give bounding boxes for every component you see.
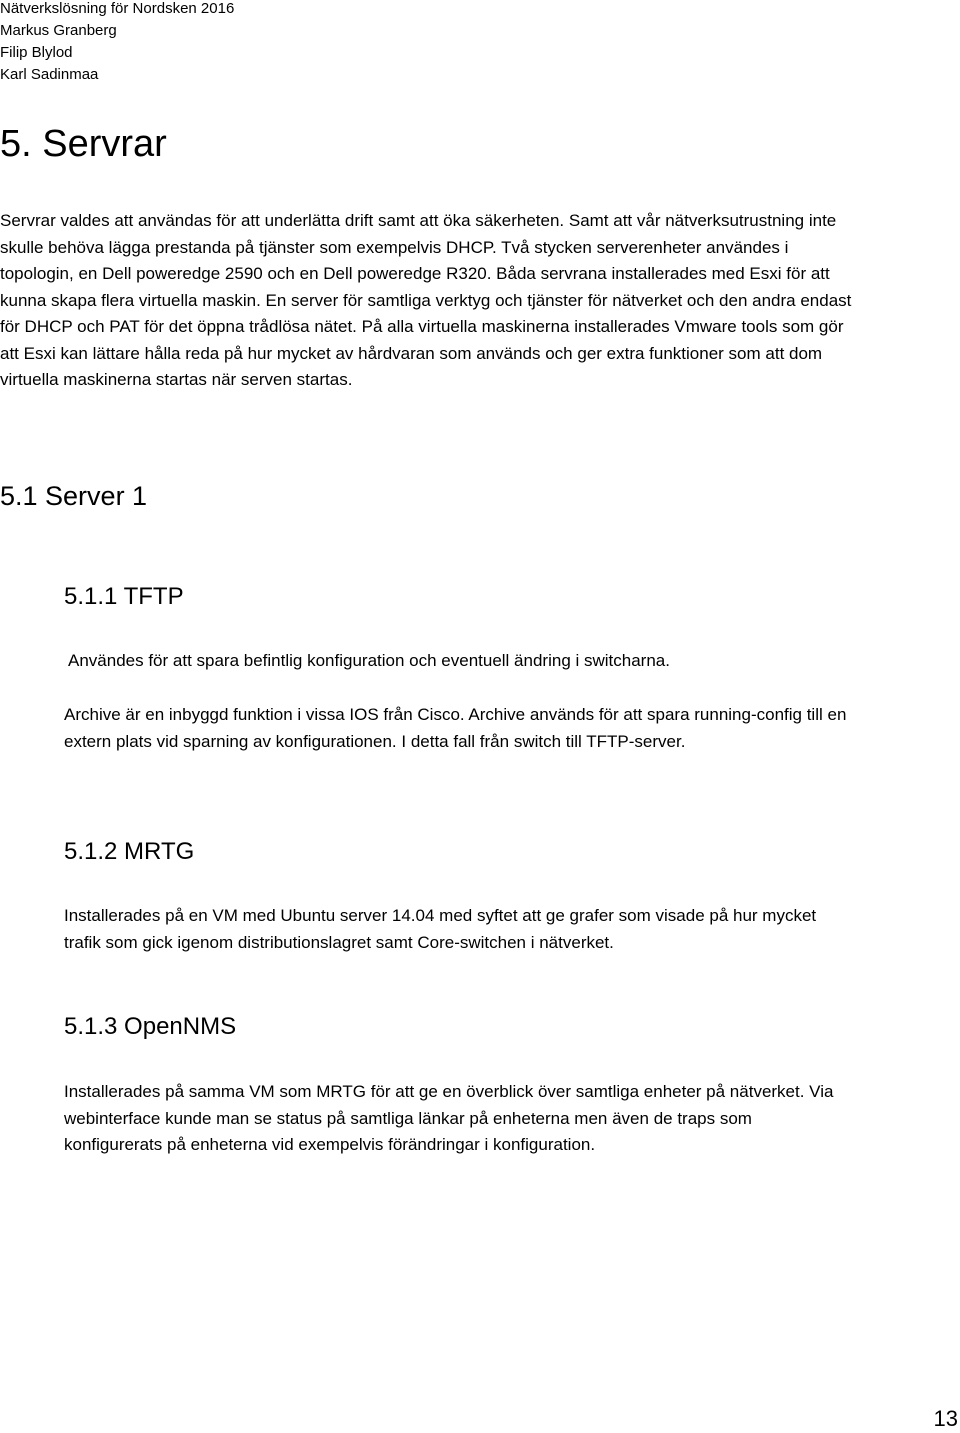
tftp-paragraph: Archive är en inbyggd funktion i vissa IOS från Cisco. Archive används för att spara running-config till en extern plats vid sparning av konfigurationen. I detta fall från switch till TFTP-server. <box>64 705 847 751</box>
opennms-heading: 5.1.3 OpenNMS <box>64 1013 237 1040</box>
mrtg-heading: 5.1.2 MRTG <box>64 838 195 865</box>
tftp-paragraph: Användes för att spara befintlig konfiguration och eventuell ändring i switcharna. <box>68 651 670 670</box>
author-name: Markus Granberg <box>0 22 117 39</box>
document-title: Nätverkslösning för Nordsken 2016 <box>0 0 235 17</box>
tftp-heading: 5.1.1 TFTP <box>64 583 184 610</box>
author-name: Filip Blylod <box>0 44 73 61</box>
section-paragraph: Servrar valdes att användas för att underlätta drift samt att öka säkerheten. Samt att vår nätverksutrustning inte skulle behöva lägga prestanda på tjänster som exempelvis DHCP. Två stycken serverenheter användes i topologin, en Dell poweredge 2590 och en Dell poweredge R320. Båda servrana installerades med Esxi för att kunna skapa flera virtuella maskin. En server för samtliga verktyg och tjänster för nätverket och den andra endast för DHCP och PAT för det öppna trådlösa nätet. På alla virtuella maskinerna installerades Vmware tools som gör att Esxi kan lättare hålla reda på hur mycket av hårdvaran som används och ger extra funktioner som att dom virtuella maskinerna startas när serven startas. <box>0 211 852 389</box>
page-number: 13 <box>933 1406 958 1431</box>
opennms-paragraph: Installerades på samma VM som MRTG för att ge en överblick över samtliga enheter på nätverket. Via webinterface kunde man se status på samtliga länkar på enheterna men även de traps som konfigurerats på enheterna vid exempelvis förändringar i konfiguration. <box>64 1082 834 1154</box>
author-name: Karl Sadinmaa <box>0 66 99 83</box>
mrtg-paragraph: Installerades på en VM med Ubuntu server 14.04 med syftet att ge grafer som visade på hur mycket trafik som gick igenom distributionslagret samt Core-switchen i nätverket. <box>64 906 817 952</box>
section-heading: 5. Servrar <box>0 123 167 165</box>
subsection-heading: 5.1 Server 1 <box>0 481 148 511</box>
